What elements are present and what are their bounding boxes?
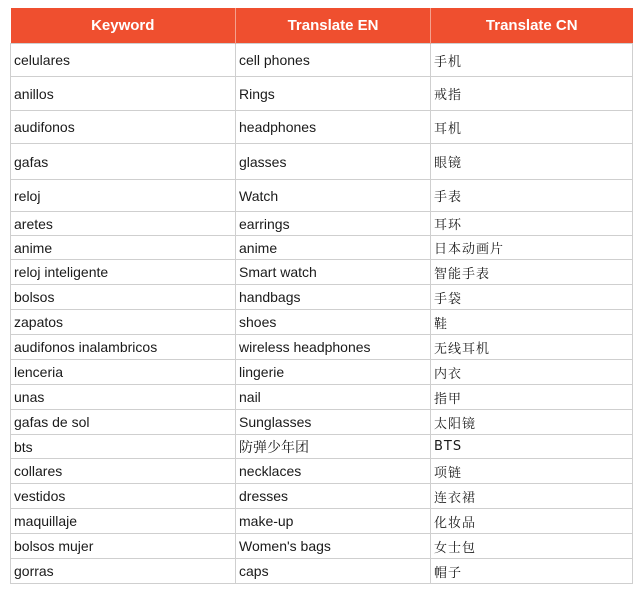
table-row <box>11 180 633 212</box>
translate-cn-cell: 无线耳机 <box>431 335 633 360</box>
translate-cn-cell: 耳机 <box>431 111 633 144</box>
translate-cn-cell: 手机 <box>431 44 633 77</box>
translate-cn-cell: 眼镜 <box>431 144 633 180</box>
translate-en-cell: handbags <box>236 285 431 310</box>
translate-en-cell: dresses <box>236 484 431 509</box>
translate-en-cell: 防弹少年团 <box>236 435 431 459</box>
table-row <box>11 360 633 385</box>
keyword-cell: aretes <box>11 212 236 236</box>
translate-cn-cell: 指甲 <box>431 385 633 410</box>
translate-en-cell: wireless headphones <box>236 335 431 360</box>
table-row <box>11 484 633 509</box>
translate-en-cell: anime <box>236 236 431 260</box>
translate-en-cell: headphones <box>236 111 431 144</box>
table-row <box>11 285 633 310</box>
keyword-translation-table <box>10 8 633 584</box>
header-translate-en: Translate EN <box>236 8 431 44</box>
keyword-cell: bolsos <box>11 285 236 310</box>
table-row <box>11 335 633 360</box>
translate-en-cell: Women's bags <box>236 534 431 559</box>
keyword-cell: lenceria <box>11 360 236 385</box>
translate-cn-cell: 内衣 <box>431 360 633 385</box>
table-row <box>11 44 633 77</box>
table-row <box>11 144 633 180</box>
keyword-cell: anillos <box>11 77 236 111</box>
translate-cn-cell: 耳环 <box>431 212 633 236</box>
keyword-cell: gafas <box>11 144 236 180</box>
translate-en-cell: shoes <box>236 310 431 335</box>
translate-cn-cell: 太阳镜 <box>431 410 633 435</box>
translate-cn-cell: 戒指 <box>431 77 633 111</box>
table-row <box>11 111 633 144</box>
translate-en-cell: make-up <box>236 509 431 534</box>
keyword-cell: unas <box>11 385 236 410</box>
keyword-cell: vestidos <box>11 484 236 509</box>
keyword-cell: anime <box>11 236 236 260</box>
keyword-cell: reloj <box>11 180 236 212</box>
keyword-cell: maquillaje <box>11 509 236 534</box>
table-row <box>11 534 633 559</box>
translate-en-cell: nail <box>236 385 431 410</box>
keyword-cell: bolsos mujer <box>11 534 236 559</box>
table-row <box>11 260 633 285</box>
table-row <box>11 310 633 335</box>
translate-en-cell: necklaces <box>236 459 431 484</box>
table-row <box>11 509 633 534</box>
keyword-cell: reloj inteligente <box>11 260 236 285</box>
translate-cn-cell: 连衣裙 <box>431 484 633 509</box>
translate-en-cell: Rings <box>236 77 431 111</box>
header-keyword: Keyword <box>11 8 236 44</box>
table-row <box>11 77 633 111</box>
header-row <box>11 8 633 44</box>
translate-en-cell: Smart watch <box>236 260 431 285</box>
keyword-table-container <box>10 8 633 584</box>
header-translate-cn: Translate CN <box>431 8 633 44</box>
translate-cn-cell: 帽子 <box>431 559 633 584</box>
keyword-cell: collares <box>11 459 236 484</box>
table-body <box>11 44 633 584</box>
table-row <box>11 435 633 459</box>
translate-en-cell: Sunglasses <box>236 410 431 435</box>
translate-en-cell: Watch <box>236 180 431 212</box>
table-row <box>11 559 633 584</box>
keyword-cell: gorras <box>11 559 236 584</box>
keyword-cell: audifonos <box>11 111 236 144</box>
table-row <box>11 459 633 484</box>
translate-cn-cell: 化妆品 <box>431 509 633 534</box>
translate-cn-cell: 手袋 <box>431 285 633 310</box>
translate-cn-cell: 日本动画片 <box>431 236 633 260</box>
translate-en-cell: glasses <box>236 144 431 180</box>
translate-cn-cell: 女士包 <box>431 534 633 559</box>
translate-en-cell: caps <box>236 559 431 584</box>
keyword-cell: celulares <box>11 44 236 77</box>
translate-cn-cell: 项链 <box>431 459 633 484</box>
keyword-cell: gafas de sol <box>11 410 236 435</box>
translate-cn-cell: 手表 <box>431 180 633 212</box>
translate-cn-cell: 智能手表 <box>431 260 633 285</box>
translate-en-cell: cell phones <box>236 44 431 77</box>
table-row <box>11 212 633 236</box>
translate-en-cell: lingerie <box>236 360 431 385</box>
table-row <box>11 385 633 410</box>
keyword-cell: audifonos inalambricos <box>11 335 236 360</box>
table-header <box>11 8 633 44</box>
table-row <box>11 410 633 435</box>
translate-cn-cell: 鞋 <box>431 310 633 335</box>
translate-en-cell: earrings <box>236 212 431 236</box>
keyword-cell: bts <box>11 435 236 459</box>
table-row <box>11 236 633 260</box>
keyword-cell: zapatos <box>11 310 236 335</box>
translate-cn-cell: BTS <box>431 435 633 459</box>
